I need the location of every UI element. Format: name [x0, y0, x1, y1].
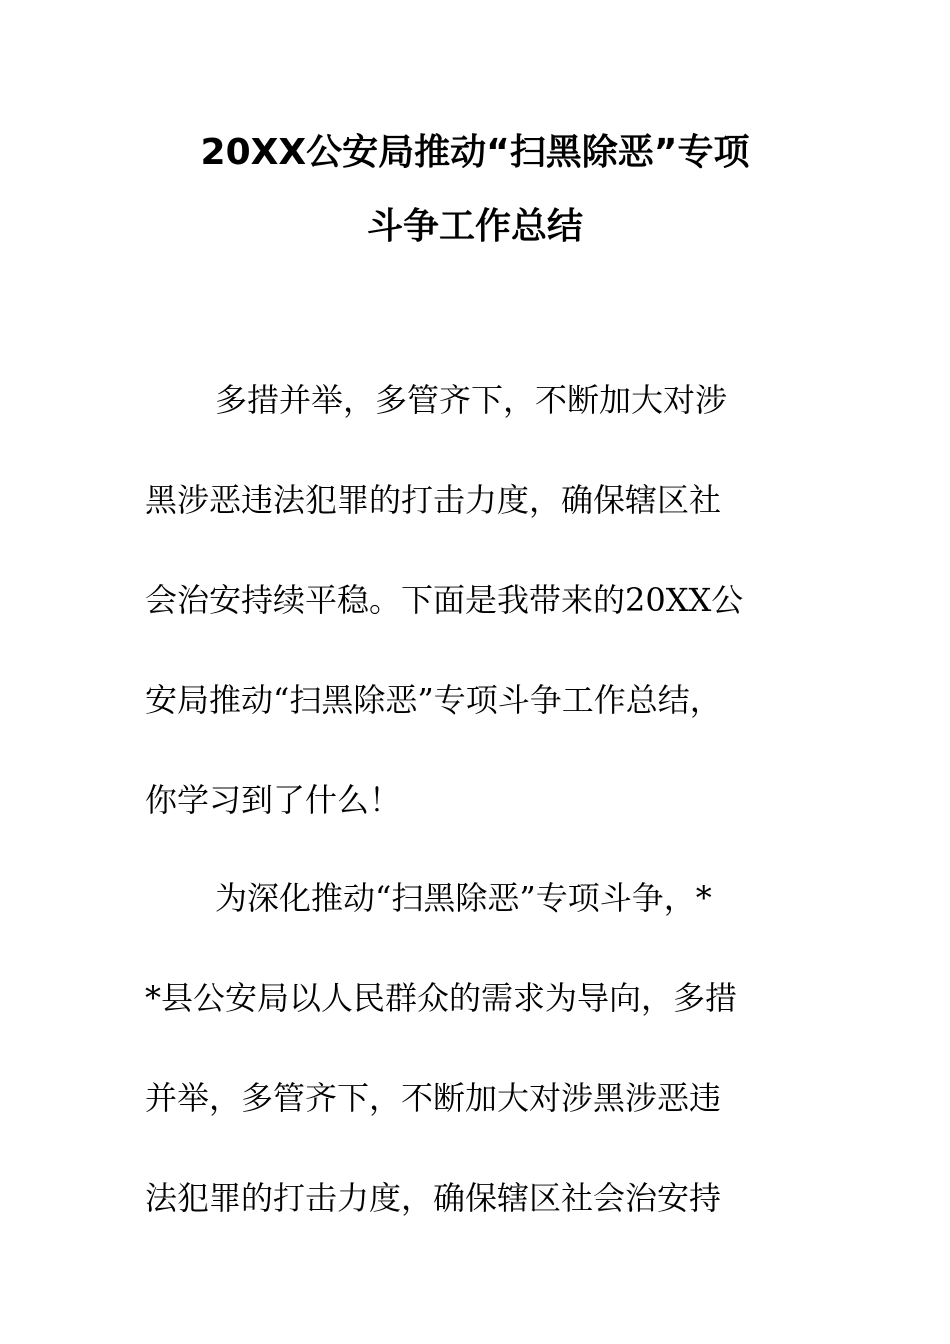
paragraph-1-line-4: 安局推动“扫黑除恶”专项斗争工作总结，	[145, 681, 722, 719]
document-title-line-1: 20XX公安局推动“扫黑除恶”专项	[200, 132, 750, 173]
paragraph-2-line-4: 法犯罪的打击力度，确保辖区社会治安持	[145, 1179, 722, 1217]
paragraph-1-line-2: 黑涉恶违法犯罪的打击力度，确保辖区社	[145, 481, 722, 519]
paragraph-1-line-1: 多措并举，多管齐下，不断加大对涉	[215, 381, 728, 419]
paragraph-1-line-5: 你学习到了什么！	[145, 781, 402, 819]
document-title-line-2: 斗争工作总结	[366, 206, 583, 247]
paragraph-2-line-3: 并举，多管齐下，不断加大对涉黑涉恶违	[145, 1079, 722, 1117]
paragraph-2-line-1: 为深化推动“扫黑除恶”专项斗争，*	[215, 879, 712, 917]
paragraph-2-line-2: *县公安局以人民群众的需求为导向，多措	[145, 979, 738, 1017]
paragraph-1-line-3: 会治安持续平稳。下面是我带来的20XX公	[145, 581, 744, 619]
